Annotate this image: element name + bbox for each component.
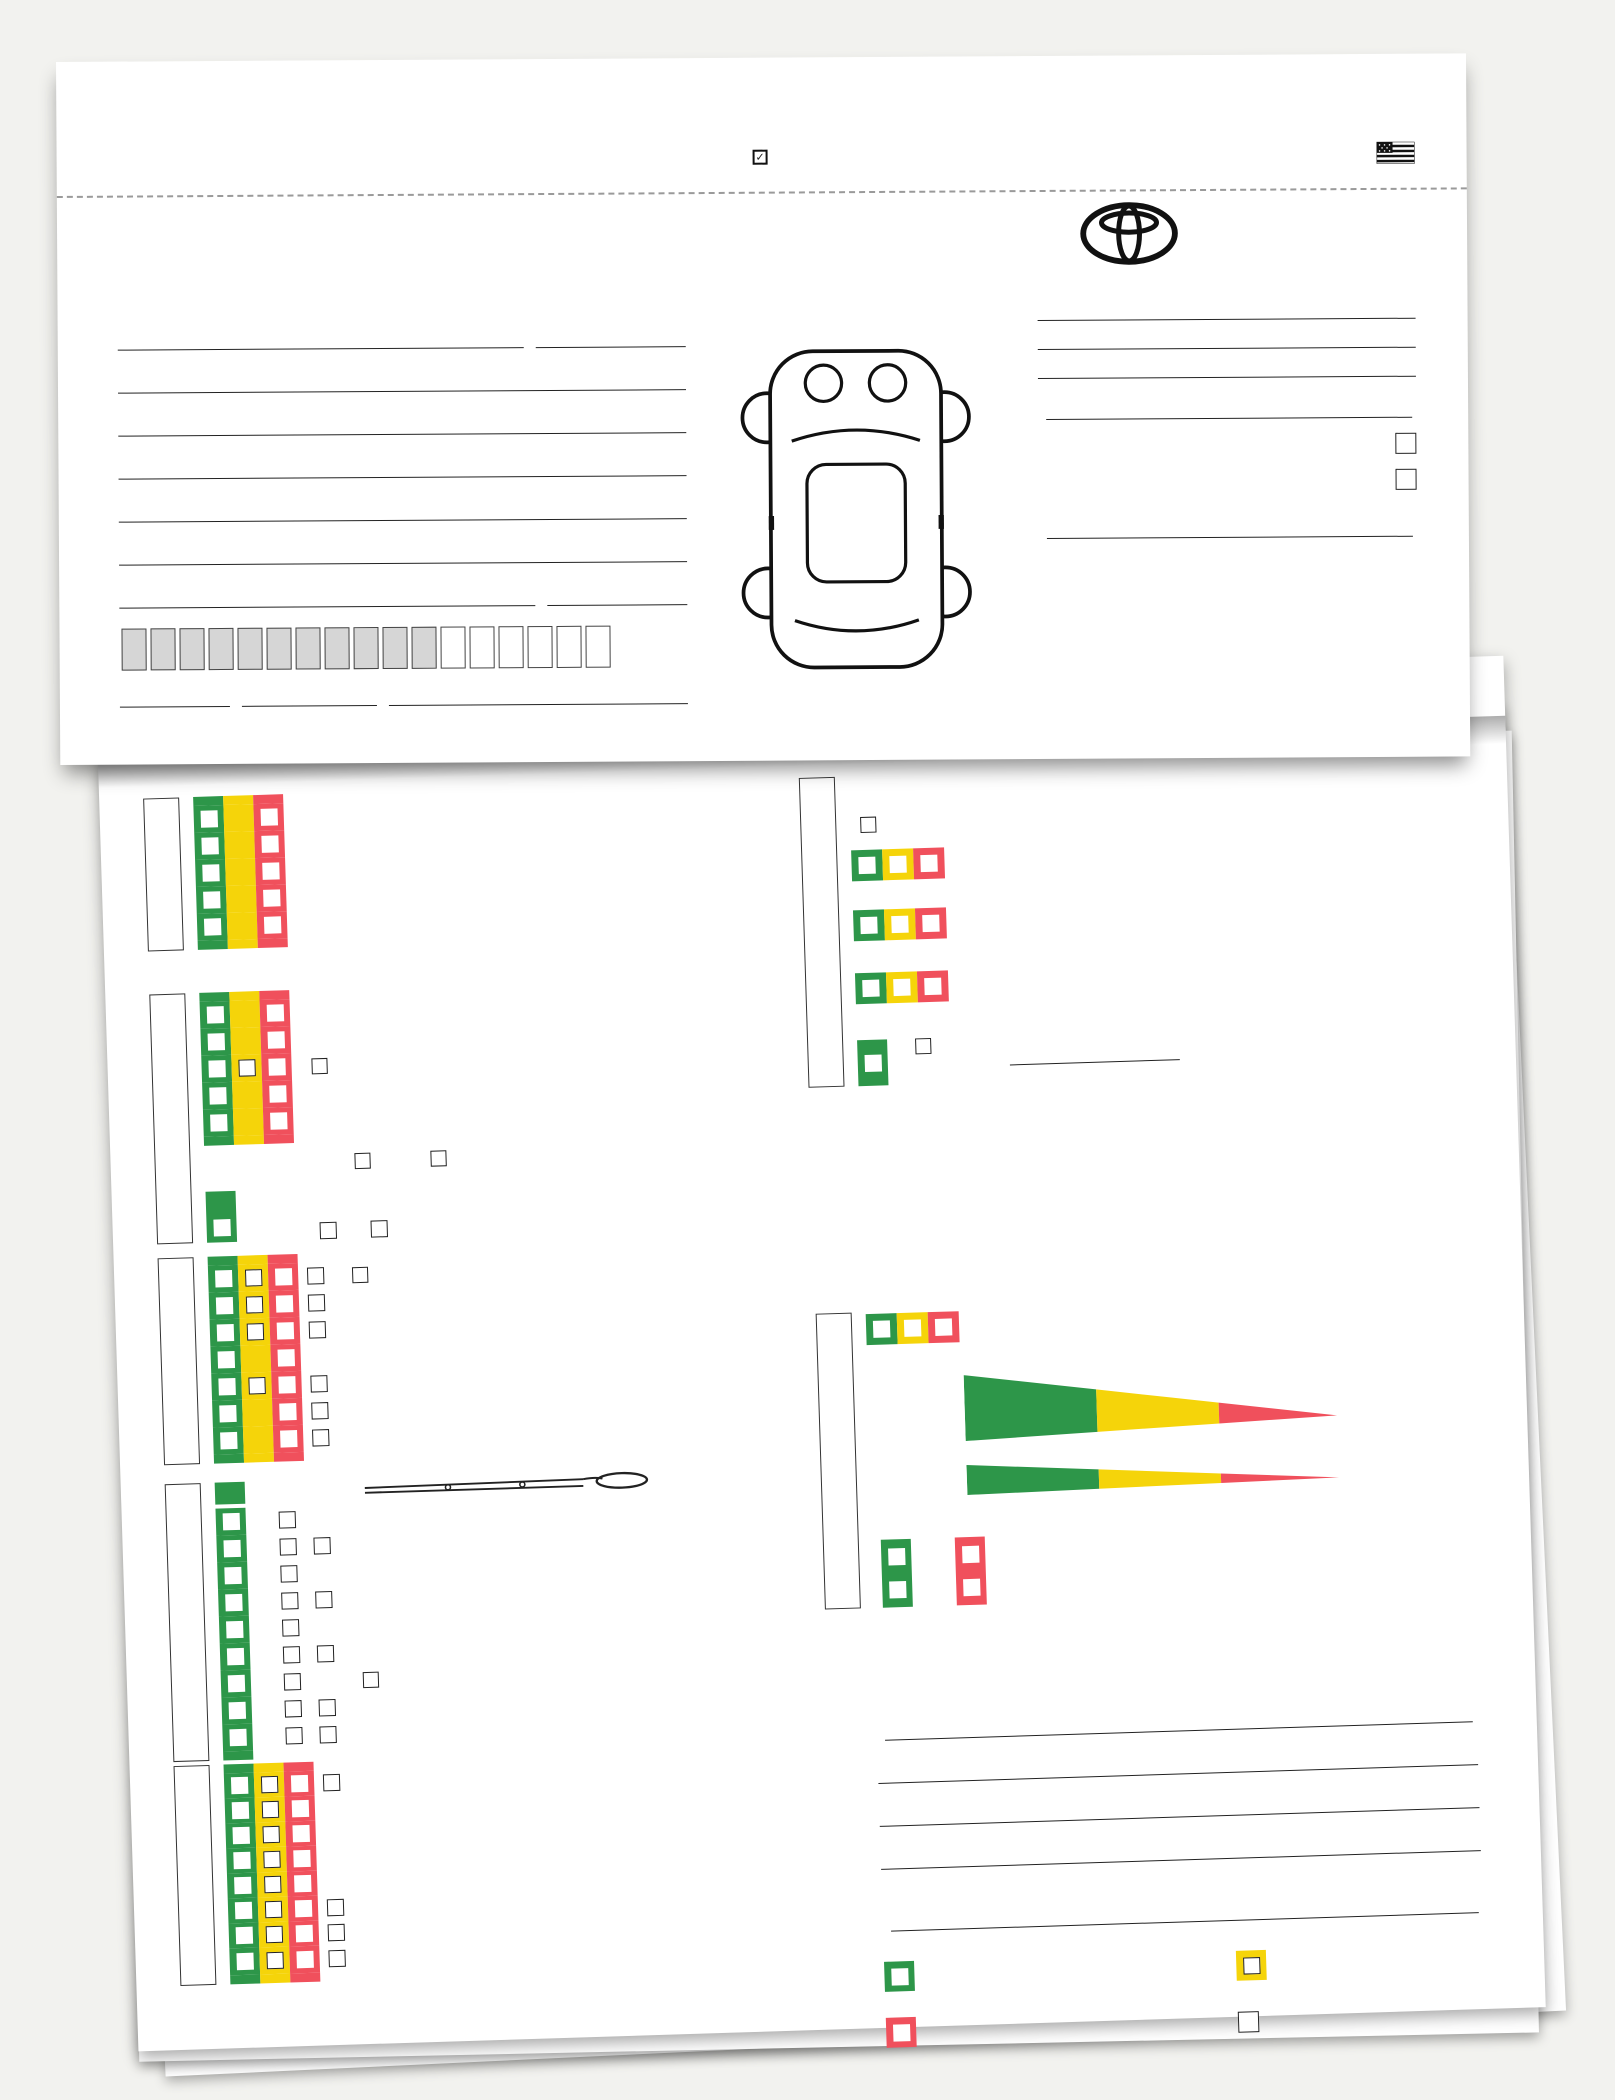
ok-header	[206, 1191, 237, 1214]
checklist-row	[229, 1944, 368, 1975]
rims-row	[855, 953, 1496, 1004]
technician-team-field	[882, 1891, 1482, 1932]
customer-section-heading	[109, 286, 689, 290]
truform-check-icon: ✓	[753, 149, 768, 164]
wheel-positions	[914, 935, 1494, 953]
legend-immediate	[886, 2007, 1239, 2048]
section-under-hood	[158, 1252, 380, 1466]
service-section-heading	[1037, 282, 1415, 284]
green-checkbox-chip	[884, 1961, 915, 1992]
legend-ok	[884, 1951, 1237, 1992]
section-label-fluids	[165, 1483, 210, 1762]
address-field	[110, 410, 690, 437]
vin-field	[111, 625, 691, 671]
legend-future	[1236, 1943, 1485, 1981]
na-checkbox	[1238, 2011, 1260, 2033]
na-header	[283, 802, 320, 830]
toyota-emblem-icon	[1079, 201, 1179, 266]
section-brakes	[816, 1292, 1515, 1610]
tires-rotated-checkbox	[915, 1038, 931, 1054]
mileage-license-field	[111, 582, 691, 609]
section-tires	[799, 756, 1498, 1088]
green-checkbox-cell	[857, 1039, 888, 1086]
brake-lines-rows	[881, 1520, 1515, 1608]
inspection-form-page	[56, 53, 1470, 765]
email-field	[111, 496, 691, 523]
red-checkbox-column	[955, 1536, 987, 1605]
green-checkbox-column	[881, 1539, 913, 1608]
section-label-exterior	[143, 797, 184, 951]
initial-estimate-field	[1038, 397, 1416, 420]
removed-floormat-checkbox	[354, 1153, 370, 1169]
vehicle-top-view-diagram	[737, 308, 974, 709]
gyr-checkbox-trio	[851, 847, 945, 881]
red-checkbox-chip	[886, 2017, 917, 2048]
tires-rotated-row	[857, 1020, 1498, 1086]
replaced-checkbox	[311, 1057, 327, 1073]
disc-brake-wedge	[964, 1358, 1510, 1441]
section-label-tires	[799, 777, 845, 1088]
gyr-checkbox-trio	[853, 907, 947, 941]
na-header	[303, 1490, 337, 1491]
usa-flag-icon	[1377, 142, 1415, 164]
section-label-under-vehicle	[174, 1765, 217, 1986]
decline-spare-row	[1038, 433, 1416, 456]
service-info-column	[1037, 282, 1417, 559]
disc-wedge-chart	[964, 1363, 1346, 1441]
wheel-positions	[916, 998, 1496, 1016]
date-time-field	[110, 324, 690, 351]
gyr-checkbox-trio	[855, 970, 949, 1004]
truform-logo	[753, 149, 771, 164]
section-interior	[149, 985, 457, 1244]
section-label-brakes	[816, 1313, 861, 1610]
section-under-vehicle	[174, 1760, 369, 1986]
stub-header	[109, 142, 1415, 172]
year-make-model-field	[111, 539, 691, 566]
comments-block	[876, 1699, 1486, 2048]
spare-not-checked-checkbox	[860, 817, 876, 833]
phone-field	[110, 453, 690, 480]
decline-spare-checkbox	[1395, 433, 1416, 454]
floormat-missing-checkbox	[430, 1150, 446, 1166]
decline-glovebox-checkbox	[1396, 469, 1417, 490]
filled-header	[269, 1491, 303, 1492]
floormat-options	[354, 1146, 455, 1173]
decline-glovebox-row	[1039, 469, 1417, 492]
section-fluids	[165, 1469, 667, 1762]
section-label-interior	[149, 993, 193, 1244]
form-title	[57, 205, 1467, 214]
gyr-checkbox-trio	[866, 1311, 960, 1345]
signature-field	[1039, 514, 1417, 539]
comments-field	[876, 1699, 1476, 1741]
section-exterior	[143, 793, 338, 952]
authorization-text	[1038, 421, 1416, 423]
customer-info-column	[109, 286, 692, 728]
brake-lining-row	[866, 1294, 1507, 1345]
vehicle-condition-column	[697, 286, 1010, 715]
tread-depth-row	[851, 830, 1492, 881]
inspection-checklist-page	[96, 656, 1546, 2052]
ok-header	[215, 1482, 246, 1505]
customer-name-field	[110, 367, 690, 394]
yellow-checkbox-chip	[1236, 1950, 1267, 1981]
tire-damage-row	[853, 890, 1494, 941]
perforation-line	[57, 187, 1467, 198]
drum-brake-wedge	[966, 1448, 1511, 1495]
vin-boxes	[121, 626, 610, 671]
replaced-checkbox	[352, 1266, 368, 1282]
quarter-time-field	[112, 681, 692, 708]
drum-wedge-chart	[966, 1453, 1347, 1495]
hv-battery-row	[206, 1184, 457, 1243]
made-in-usa	[1369, 142, 1415, 164]
sealed-transmission-checkbox	[363, 1671, 379, 1687]
toyota-logo	[1079, 201, 1189, 266]
section-label-under-hood	[158, 1257, 200, 1465]
